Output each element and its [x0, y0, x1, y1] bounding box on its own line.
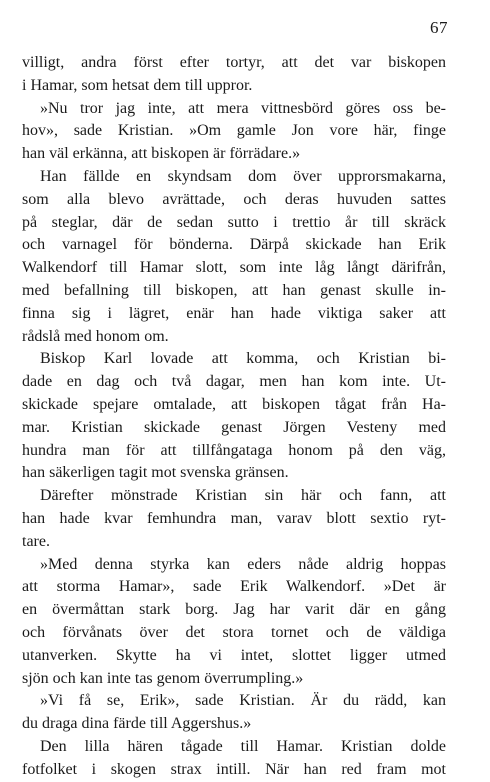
text-line: han väl erkänna, att biskopen är förrädare.»: [22, 145, 301, 163]
text-line: Biskop Karl lovade att komma, och Kristian bi-: [40, 350, 446, 368]
text-line: han säkerligen tagit mot svenska gränsen.: [22, 464, 289, 482]
text-line: Därefter mönstrade Kristian sin här och fann, att: [40, 487, 446, 505]
text-line: en övermåttan stark borg. Jag har varit där en gång: [22, 601, 446, 619]
text-line: »Vi få se, Erik», sade Kristian. Är du rädd, kan: [40, 692, 446, 710]
text-line: »Nu tror jag inte, att mera vittnesbörd göres oss be-: [40, 99, 446, 117]
text-line: dade en dag och två dagar, men han kom inte. Ut-: [22, 373, 446, 391]
text-line: du draga dina färde till Aggershus.»: [22, 715, 252, 733]
text-line: hundra man för att tillfångataga honom på den väg,: [22, 441, 446, 459]
body-text: [22, 52, 446, 782]
text-line: hov», sade Kristian. »Om gamle Jon vore här, finge: [22, 122, 446, 140]
text-line: på steglar, där de sedan sutto i trettio år till skräck: [22, 213, 446, 231]
text-line: sjön och kan inte tas genom överrumpling.»: [22, 669, 304, 687]
text-line: som alla blevo avrättade, och deras huvuden sattes: [22, 190, 446, 208]
text-line: och varnagel för bönderna. Därpå skickade han Erik: [22, 236, 446, 254]
text-line: i Hamar, som hetsat dem till uppror.: [22, 76, 253, 94]
text-line: Han fällde en skyndsam dom över upprorsmakarna,: [40, 167, 446, 185]
text-line: mar. Kristian skickade genast Jörgen Vesteny med: [22, 418, 446, 436]
text-line: tare.: [22, 532, 50, 550]
text-line: och förvånats över det stora tornet och de väldiga: [22, 623, 446, 641]
text-line: »Med denna styrka kan eders nåde aldrig hoppas: [40, 555, 446, 573]
text-line: villigt, andra först efter tortyr, att det var biskopen: [22, 54, 446, 71]
text-line: utanverken. Skytte ha vi intet, slottet ligger utmed: [22, 646, 446, 664]
text-line: han hade kvar femhundra man, varav blott sextio ryt-: [22, 509, 446, 527]
text-line: att storma Hamar», sade Erik Walkendorf. »Det är: [22, 578, 446, 596]
text-line: Walkendorf till Hamar slott, som inte låg långt därifrån,: [22, 259, 446, 277]
page-number: 67: [430, 18, 448, 37]
text-line: finna sig i lägret, enär han hade viktiga saker att: [22, 304, 446, 322]
text-line: rådslå med honom om.: [22, 327, 169, 345]
text-line: fotfolket i skogen strax intill. När han red fram mot: [22, 760, 446, 778]
text-line: skickade spejare omtalade, att biskopen tågat från Ha-: [22, 395, 446, 413]
text-line: med befallning till biskopen, att han genast skulle in-: [22, 281, 446, 299]
text-line: Den lilla hären tågade till Hamar. Kristian dolde: [40, 737, 446, 755]
